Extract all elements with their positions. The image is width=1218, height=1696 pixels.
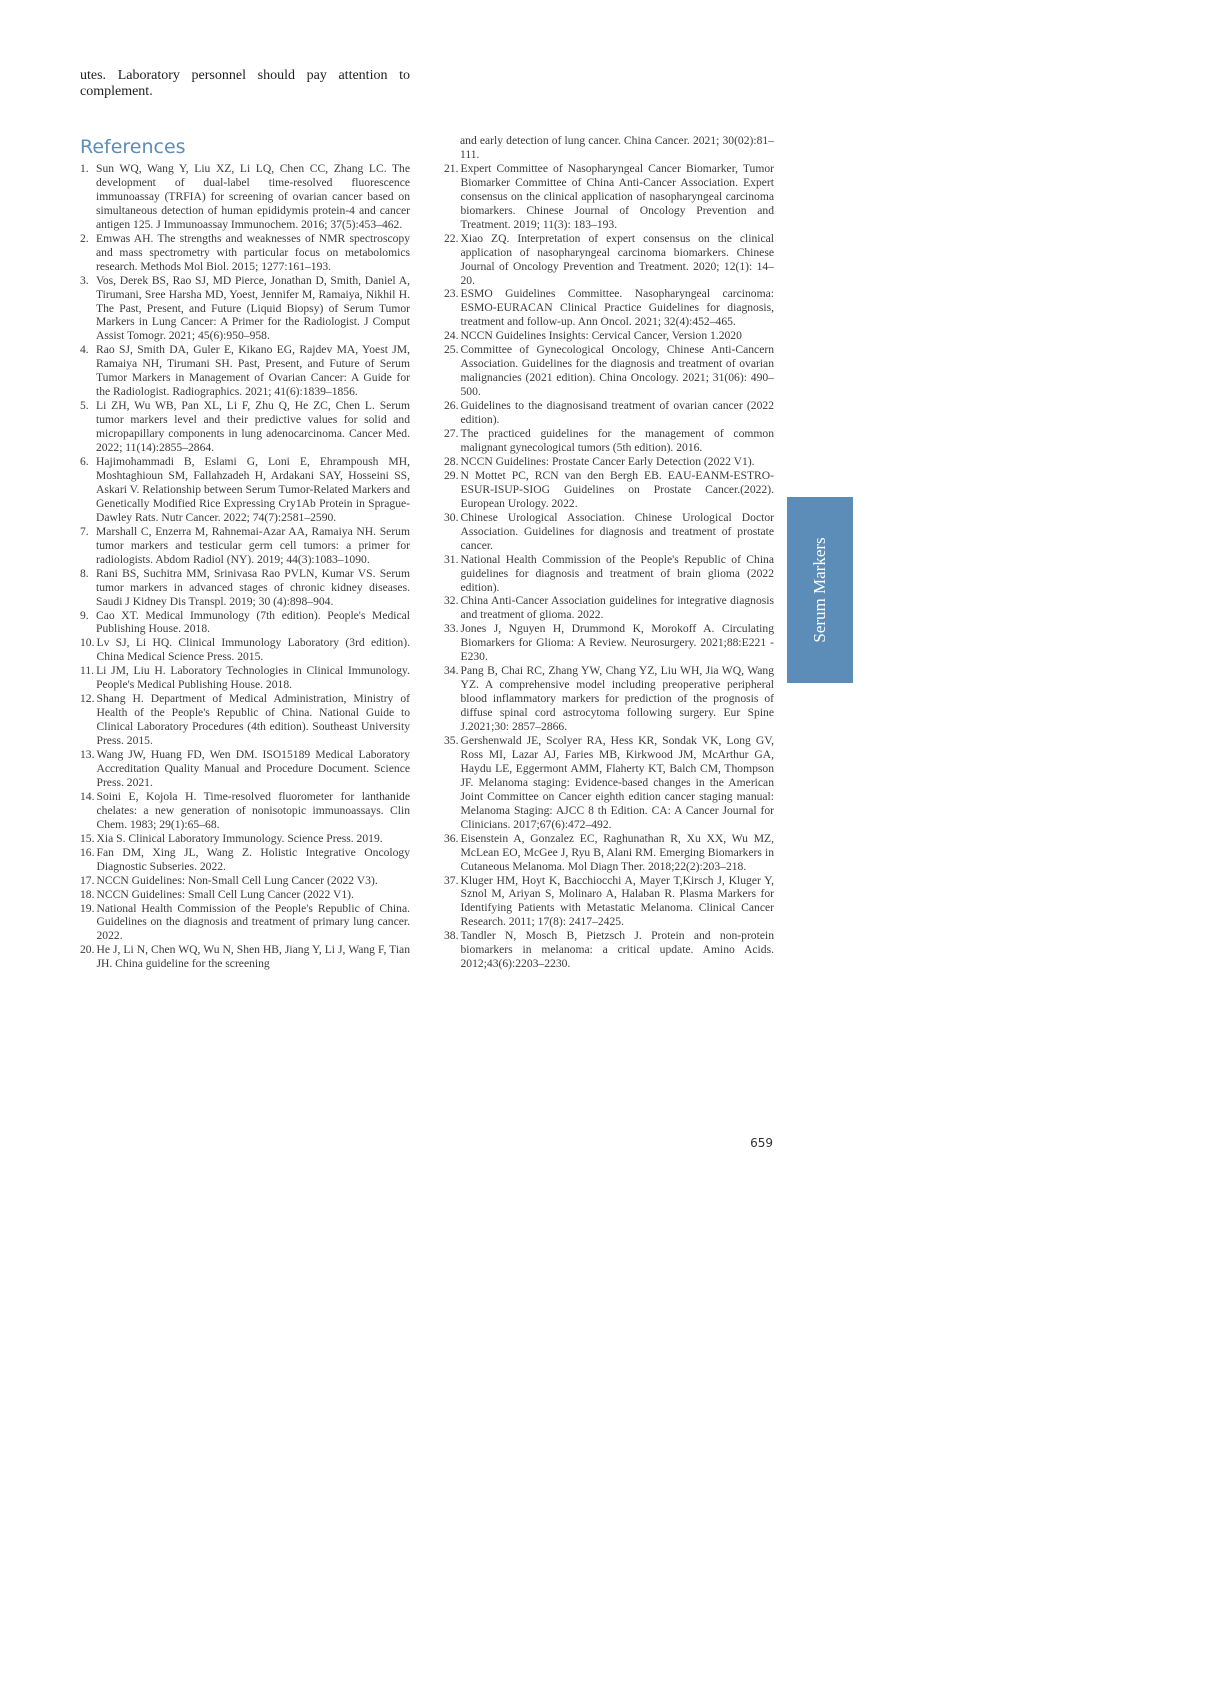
reference-text: Li JM, Liu H. Laboratory Technologies in Clinical Immunology. People's Medical Publishing House. 2018. [96, 664, 410, 692]
reference-number: 17. [80, 873, 95, 887]
reference-text: Chinese Urological Association. Chinese Urological Doctor Association. Guidelines for diagnosis and treatment of prostate cancer. [460, 510, 774, 552]
reference-item [444, 929, 774, 971]
reference-text: Fan DM, Xing JL, Wang Z. Holistic Integrative Oncology Diagnostic Subseries. 2022. [96, 845, 410, 873]
reference-text: Sun WQ, Wang Y, Liu XZ, Li LQ, Chen CC, Zhang LC. The development of dual-label time-resolved fluorescence immunoassay (TRFIA) for screening of ovarian cancer based on simultaneous detection of human epididymis protein-4 and cancer antigen 125. J Immunoassay Immunochem. 2016; 37(5):453–462. [96, 162, 410, 231]
reference-text: Soini E, Kojola H. Time-resolved fluorometer for lanthanide chelates: a new generation of nonisotopic immunoassays. Clin Chem. 1983; 29(1):65–68. [96, 789, 410, 831]
reference-number: 21. [444, 161, 459, 175]
reference-item [80, 399, 410, 455]
reference-number: 38. [444, 929, 459, 943]
reference-item [80, 748, 410, 790]
reference-text: Hajimohammadi B, Eslami G, Loni E, Ehrampoush MH, Moshtaghioun SM, Fallahzadeh H, Ardakani SAY, Hosseini SS, Askari V. Relationship between Serum Tumor-Related Markers and Genetically Modified Rice Expressing Cry1Ab Protein in Sprague-Dawley Rats. Nutr Cancer. 2022; 74(7):2581–2590. [96, 455, 410, 524]
reference-item [444, 287, 774, 329]
reference-number: 5. [80, 399, 89, 413]
reference-text: NCCN Guidelines: Small Cell Lung Cancer (2022 V1). [96, 887, 354, 901]
reference-number: 22. [444, 231, 459, 245]
reference-text: China Anti-Cancer Association guidelines for integrative diagnosis and treatment of glioma. 2022. [460, 594, 774, 622]
reference-text: Guidelines to the diagnosisand treatment of ovarian cancer (2022 edition). [460, 399, 774, 427]
reference-item [444, 399, 774, 427]
reference-text: National Health Commission of the People's Republic of China guidelines for diagnosis and treatment of brain glioma (2022 edition). [460, 552, 774, 594]
reference-item [444, 553, 774, 595]
reference-item [80, 790, 410, 832]
reference-item [444, 594, 774, 622]
reference-number: 10. [80, 636, 95, 650]
reference-text: National Health Commission of the People's Republic of China. Guidelines on the diagnosis and treatment of primary lung cancer. 2022. [96, 901, 410, 943]
reference-text: Committee of Gynecological Oncology, Chinese Anti-Cancern Association. Guidelines for the diagnosis and treatment of ovarian malignancies (2021 edition). China Oncology. 2021; 31(06): 490–500. [460, 343, 774, 399]
reference-item [80, 692, 410, 748]
reference-number: 15. [80, 831, 95, 845]
page-number: 659 [750, 1136, 773, 1150]
reference-item [444, 162, 774, 232]
reference-text: NCCN Guidelines: Prostate Cancer Early Detection (2022 V1). [460, 454, 755, 468]
reference-number: 4. [80, 343, 89, 357]
reference-number: 8. [80, 566, 89, 580]
reference-number: 3. [80, 273, 89, 287]
intro-paragraph: utes. Laboratory personnel should pay attention to complement. [80, 68, 410, 99]
reference-item [444, 469, 774, 511]
reference-item [80, 274, 410, 344]
reference-item [444, 664, 774, 734]
reference-item [80, 525, 410, 567]
references-left-column [80, 162, 410, 971]
reference-number: 27. [444, 427, 459, 441]
reference-number: 14. [80, 789, 95, 803]
reference-text: Xiao ZQ. Interpretation of expert consensus on the clinical application of nasopharyngeal carcinoma biomarkers. Chinese Journal of Oncology Prevention and Treatment. 2020; 12(1): 14–20. [460, 231, 774, 287]
references-heading: References [80, 136, 186, 158]
reference-item [80, 902, 410, 944]
reference-number: 7. [80, 524, 89, 538]
reference-number: 13. [80, 748, 95, 762]
reference-number: 6. [80, 455, 89, 469]
reference-text: NCCN Guidelines Insights: Cervical Cancer, Version 1.2020 [460, 329, 742, 343]
reference-number: 31. [444, 552, 459, 566]
reference-number: 35. [444, 733, 459, 747]
reference-number: 25. [444, 343, 459, 357]
reference-item [444, 427, 774, 455]
reference-item [80, 455, 410, 525]
reference-item [80, 846, 410, 874]
reference-text: Pang B, Chai RC, Zhang YW, Chang YZ, Liu WH, Jia WQ, Wang YZ. A comprehensive model including preoperative peripheral blood inflammatory markers for prediction of the prognosis of diffuse spinal cord astrocytoma following surgery. Eur Spine J.2021;30: 2857–2866. [460, 664, 774, 734]
reference-text: He J, Li N, Chen WQ, Wu N, Shen HB, Jiang Y, Li J, Wang F, Tian JH. China guideline for the screening [96, 943, 410, 971]
reference-text: Cao XT. Medical Immunology (7th edition). People's Medical Publishing House. 2018. [96, 608, 410, 636]
reference-text: Gershenwald JE, Scolyer RA, Hess KR, Sondak VK, Long GV, Ross MI, Lazar AJ, Faries MB, Kirkwood JM, McArthur GA, Haydu LE, Eggermont AMM, Flaherty KT, Balch CM, Thompson JF. Melanoma staging: Evidence-based changes in the American Joint Committee on Cancer eighth edition cancer staging manual: Melanoma Staging: AJCC 8 th Edition. CA: A Cancer Journal for Clinicians. 2017;67(6):472–492. [460, 733, 774, 831]
reference-item [80, 343, 410, 399]
reference-number: 23. [444, 287, 459, 301]
reference-number: 30. [444, 510, 459, 524]
reference-continuation [444, 134, 774, 162]
reference-number: 16. [80, 845, 95, 859]
reference-item [444, 343, 774, 399]
reference-item [444, 832, 774, 874]
reference-item [80, 232, 410, 274]
reference-text: N Mottet PC, RCN van den Bergh EB. EAU-EANM-ESTRO-ESUR-ISUP-SIOG Guidelines on Prostate Cancer.(2022). European Urology. 2022. [460, 468, 774, 510]
reference-text: Kluger HM, Hoyt K, Bacchiocchi A, Mayer T,Kirsch J, Kluger Y, Sznol M, Ariyan S, Molinaro A, Halaban R. Plasma Markers for Identifying Patients with Metastatic Melanoma. Clinical Cancer Research. 2011; 17(8): 2417–2425. [460, 873, 774, 929]
side-tab-label: Serum Markers [810, 537, 829, 643]
reference-number: 36. [444, 831, 459, 845]
reference-number: 32. [444, 594, 459, 608]
reference-item [80, 664, 410, 692]
references-right-column [444, 134, 774, 971]
reference-item [444, 329, 774, 343]
reference-item [80, 609, 410, 637]
reference-number: 18. [80, 887, 95, 901]
reference-text: ESMO Guidelines Committee. Nasopharyngeal carcinoma: ESMO-EURACAN Clinical Practice Guidelines for diagnosis, treatment and follow-up. Ann Oncol. 2021; 32(4):452–465. [460, 287, 774, 329]
reference-continuation-text: and early detection of lung cancer. China Cancer. 2021; 30(02):81–111. [460, 134, 774, 161]
reference-number: 11. [80, 664, 95, 678]
reference-item [80, 832, 410, 846]
reference-number: 20. [80, 943, 95, 957]
reference-number: 34. [444, 664, 459, 678]
reference-number: 24. [444, 329, 459, 343]
reference-text: Expert Committee of Nasopharyngeal Cancer Biomarker, Tumor Biomarker Committee of China Anti-Cancer Association. Expert consensus on the clinical application of nasopharyngeal carcinoma biomarkers. Chinese Journal of Oncology Prevention and Treatment. 2019; 11(3): 183–193. [460, 161, 774, 231]
reference-item [444, 232, 774, 288]
reference-text: Lv SJ, Li HQ. Clinical Immunology Laboratory (3rd edition). China Medical Science Press. 2015. [96, 636, 410, 664]
reference-number: 29. [444, 468, 459, 482]
reference-text: Rani BS, Suchitra MM, Srinivasa Rao PVLN, Kumar VS. Serum tumor markers in advanced stages of chronic kidney diseases. Saudi J Kidney Dis Transpl. 2019; 30 (4):898–904. [96, 566, 410, 608]
reference-text: Wang JW, Huang FD, Wen DM. ISO15189 Medical Laboratory Accreditation Quality Manual and Procedure Document. Science Press. 2021. [96, 748, 410, 789]
reference-item [80, 888, 410, 902]
reference-item [80, 636, 410, 664]
reference-item [444, 455, 774, 469]
reference-text: Shang H. Department of Medical Administration, Ministry of Health of the People's Republic of China. National Guide to Clinical Laboratory Procedures (4th edition). Southeast University Press. 2015. [96, 692, 410, 748]
reference-item [444, 622, 774, 664]
reference-text: Li ZH, Wu WB, Pan XL, Li F, Zhu Q, He ZC, Chen L. Serum tumor markers level and their predictive values for solid and micropapillary components in lung adenocarcinoma. Cancer Med. 2022; 11(14):2855–2864. [96, 399, 410, 455]
reference-text: Marshall C, Enzerra M, Rahnemai-Azar AA, Ramaiya NH. Serum tumor markers and testicular germ cell tumors: a primer for radiologists. Abdom Radiol (NY). 2019; 44(3):1083–1090. [96, 524, 410, 566]
reference-item [444, 874, 774, 930]
reference-number: 33. [444, 622, 459, 636]
reference-item [80, 943, 410, 971]
reference-item [444, 511, 774, 553]
reference-text: Jones J, Nguyen H, Drummond K, Morokoff A. Circulating Biomarkers for Glioma: A Review. Neurosurgery. 2021;88:E221 - E230. [460, 622, 774, 664]
reference-item [80, 162, 410, 232]
section-side-tab [787, 497, 853, 683]
reference-number: 37. [444, 873, 459, 887]
reference-number: 19. [80, 901, 95, 915]
reference-item [80, 874, 410, 888]
reference-text: Eisenstein A, Gonzalez EC, Raghunathan R, Xu XX, Wu MZ, McLean EO, McGee J, Ryu B, Alani RM. Emerging Biomarkers in Cutaneous Melanoma. Mol Diagn Ther. 2018;22(2):203–218. [460, 831, 774, 873]
reference-text: Vos, Derek BS, Rao SJ, MD Pierce, Jonathan D, Smith, Daniel A, Tirumani, Sree Harsha MD, Yoest, Jennifer M, Ramaiya, Nikhil H. The Past, Present, and Future (Liquid Biopsy) of Serum Tumor Markers in Lung Cancer: A Primer for the Radiologist. J Comput Assist Tomogr. 2021; 45(6):950–958. [96, 273, 410, 343]
reference-text: NCCN Guidelines: Non-Small Cell Lung Cancer (2022 V3). [96, 873, 378, 887]
reference-number: 9. [80, 608, 89, 622]
reference-item [444, 734, 774, 832]
reference-text: Rao SJ, Smith DA, Guler E, Kikano EG, Rajdev MA, Yoest JM, Ramaiya NH, Tirumani SH. Past, Present, and Future of Serum Tumor Markers in Management of Ovarian Cancer: A Guide for the Radiologist. Radiographics. 2021; 41(6):1839–1856. [96, 343, 410, 399]
reference-text: Emwas AH. The strengths and weaknesses of NMR spectroscopy and mass spectrometry with particular focus on metabolomics research. Methods Mol Biol. 2015; 1277:161–193. [96, 231, 410, 273]
reference-number: 26. [444, 399, 459, 413]
reference-number: 28. [444, 454, 459, 468]
reference-number: 12. [80, 692, 95, 706]
reference-number: 2. [80, 231, 89, 245]
reference-text: The practiced guidelines for the management of common malignant gynecological tumors (5th edition). 2016. [460, 427, 774, 454]
reference-item [80, 567, 410, 609]
reference-text: Tandler N, Mosch B, Pietzsch J. Protein and non-protein biomarkers in melanoma: a critical update. Amino Acids. 2012;43(6):2203–2230. [460, 929, 774, 971]
reference-text: Xia S. Clinical Laboratory Immunology. Science Press. 2019. [96, 831, 383, 845]
reference-number: 1. [80, 162, 89, 175]
